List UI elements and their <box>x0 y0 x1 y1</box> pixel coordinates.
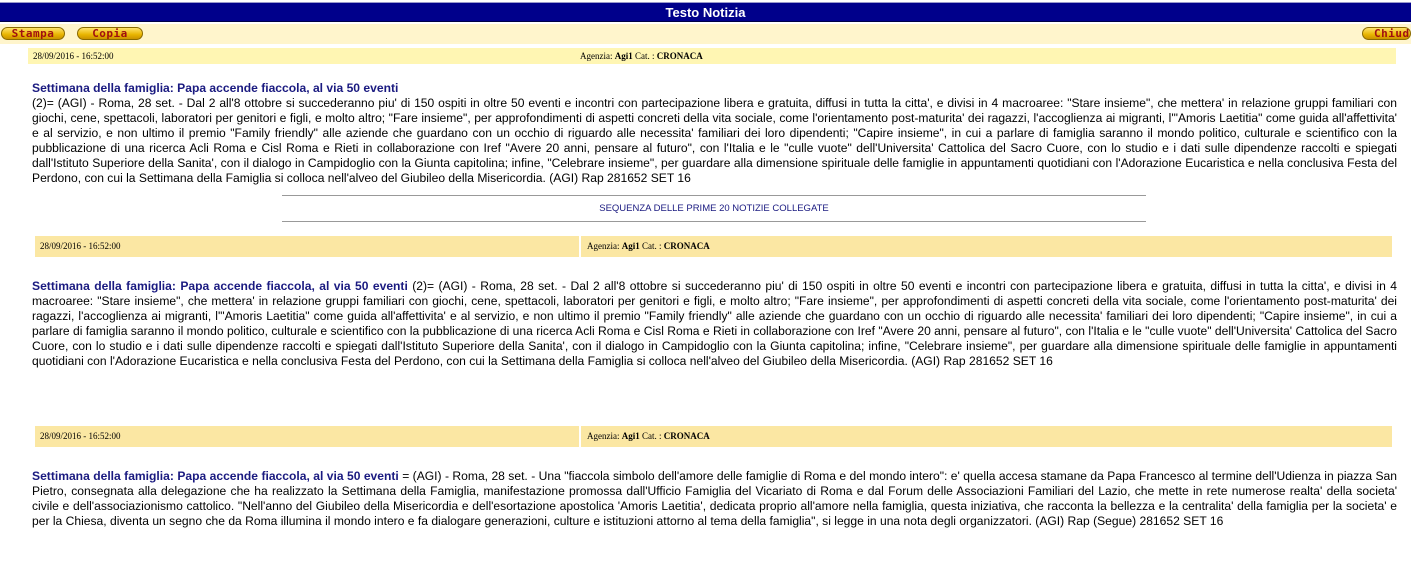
related-headline[interactable]: Settimana della famiglia: Papa accende fiaccola, al via 50 eventi <box>32 469 399 483</box>
related-body: = (AGI) - Roma, 28 set. - Una "fiaccola simbolo dell'amore delle famiglie di Roma e del mondo intero": e' quella accesa stamane da Papa Francesco al termine dell'Udienza in piazza San Pietro, consegnata alla delegazione che ha realizzato la Settimana della Famiglia, manifestazione promossa dall'Ufficio Famiglia del Vicariato di Roma e dal Forum delle Associazioni Familiari del Lazio, che mette in rete numerose realta' della societa' civile e dell'associazionismo cattolico. "Nell'anno del Giubileo della Misericordia e dell'esortazione apostolica 'Amoris Laetitia', dedicata proprio all'amore nella famiglia, questa iniziativa, che racconta la bellezza e la centralita' della famiglia per la societa' e per la Chiesa, diventa un segno che da Roma illumina il mondo intero e fa dialogare generazioni, culture e istituzioni attorno al tema della famiglia", si legge in una nota degli organizzatori. (AGI) Rap (Segue) 281652 SET 16 <box>32 469 1397 528</box>
related-article <box>32 279 1397 369</box>
category-label: Cat. : <box>641 241 662 251</box>
related-meta-row <box>35 236 1392 257</box>
category-value: CRONACA <box>663 431 710 441</box>
agency-label: Agenzia: <box>587 241 620 251</box>
agency-value: Agi1 <box>614 51 633 61</box>
category-label: Cat. : <box>641 431 662 441</box>
print-button[interactable]: Stampa <box>1 27 65 40</box>
category-label: Cat. : <box>634 51 655 61</box>
main-article <box>32 81 1397 186</box>
related-date: 28/09/2016 - 16:52:00 <box>35 426 579 447</box>
separator-top <box>282 195 1146 196</box>
related-date: 28/09/2016 - 16:52:00 <box>35 236 579 257</box>
agency-label: Agenzia: <box>580 51 613 61</box>
category-value: CRONACA <box>656 51 703 61</box>
related-meta-row <box>35 426 1392 447</box>
related-section-label: SEQUENZA DELLE PRIME 20 NOTIZIE COLLEGATE <box>599 203 829 214</box>
close-button[interactable]: Chiud <box>1362 27 1411 40</box>
main-meta-row <box>28 48 1396 64</box>
related-article <box>32 469 1397 529</box>
window-title-bar <box>0 2 1411 22</box>
agency-label: Agenzia: <box>587 431 620 441</box>
related-headline[interactable]: Settimana della famiglia: Papa accende fiaccola, al via 50 eventi <box>32 279 408 293</box>
main-date: 28/09/2016 - 16:52:00 <box>33 51 114 61</box>
main-agency-info <box>580 48 703 64</box>
copy-button[interactable]: Copia <box>77 27 143 40</box>
related-agency-info <box>581 426 1392 447</box>
main-body: (2)= (AGI) - Roma, 28 set. - Dal 2 all'8 ottobre si succederanno piu' di 150 ospiti in oltre 50 eventi e incontri con partecipazione libera e gratuita, diffusi in tutta la citta', e divisi in 4 macroaree: "Stare insieme", che mettera' in relazione gruppi familiari con giochi, cene, spettacoli, laboratori per genitori e figli, e molto altro; "Fare insieme", per approfondimenti di aspetti concreti della vita sociale, come l'orientamento post-maturita' dei ragazzi, l'accoglienza ai migranti, l'"Amoris Laetitia" come guida all'affettivita' e al servizio, e non ultimo il premio "Family friendly" alle aziende che guardano con un occhio di riguardo alle necessita' familiari dei loro dipendenti; "Capire insieme", in cui a parlare di famiglia saranno il mondo politico, culturale e scientifico con la pubblicazione di una ricerca Acli Roma e Cisl Roma e Rieti in collaborazione con Iref "Avere 20 anni, pensare al futuro", con l'Italia e le "culle vuote" dell'Universita' Cattolica del Sacro Cuore, con lo studio e i dati sulle dipendenze raccolti e spiegati dall'Istituto Superiore della Sanita', con il dialogo in Campidoglio con la Giunta capitolina; infine, "Celebrare insieme", per guardare alla dimensione spirituale delle famiglie in appuntamenti quotidiani con l'Adorazione Eucaristica e nella conclusiva Festa del Perdono, con cui la Settimana della Famiglia si colloca nell'alveo del Giubileo della Misericordia. (AGI) Rap 281652 SET 16 <box>32 96 1397 185</box>
category-value: CRONACA <box>663 241 710 251</box>
related-agency-info <box>581 236 1392 257</box>
related-body: (2)= (AGI) - Roma, 28 set. - Dal 2 all'8 ottobre si succederanno piu' di 150 ospiti in oltre 50 eventi e incontri con partecipazione libera e gratuita, diffusi in tutta la citta', e divisi in 4 macroaree: "Stare insieme", che mettera' in relazione gruppi familiari con giochi, cene, spettacoli, laboratori per genitori e figli, e molto altro; "Fare insieme", per approfondimenti di aspetti concreti della vita sociale, come l'orientamento post-maturita' dei ragazzi, l'accoglienza ai migranti, l'"Amoris Laetitia" come guida all'affettivita' e al servizio, e non ultimo il premio "Family friendly" alle aziende che guardano con un occhio di riguardo alle necessita' familiari dei loro dipendenti; "Capire insieme", in cui a parlare di famiglia saranno il mondo politico, culturale e scientifico con la pubblicazione di una ricerca Acli Roma e Cisl Roma e Rieti in collaborazione con Iref "Avere 20 anni, pensare al futuro", con l'Italia e le "culle vuote" dell'Universita' Cattolica del Sacro Cuore, con lo studio e i dati sulle dipendenze raccolti e spiegati dall'Istituto Superiore della Sanita', con il dialogo in Campidoglio con la Giunta capitolina; infine, "Celebrare insieme", per guardare alla dimensione spirituale delle famiglie in appuntamenti quotidiani con l'Adorazione Eucaristica e nella conclusiva Festa del Perdono, con cui la Settimana della Famiglia si colloca nell'alveo del Giubileo della Misericordia. (AGI) Rap 281652 SET 16 <box>32 279 1397 368</box>
agency-value: Agi1 <box>621 241 640 251</box>
separator-bottom <box>282 221 1146 222</box>
toolbar <box>0 24 1411 44</box>
agency-value: Agi1 <box>621 431 640 441</box>
main-headline: Settimana della famiglia: Papa accende fiaccola, al via 50 eventi <box>32 81 399 95</box>
window-title: Testo Notizia <box>665 5 746 20</box>
